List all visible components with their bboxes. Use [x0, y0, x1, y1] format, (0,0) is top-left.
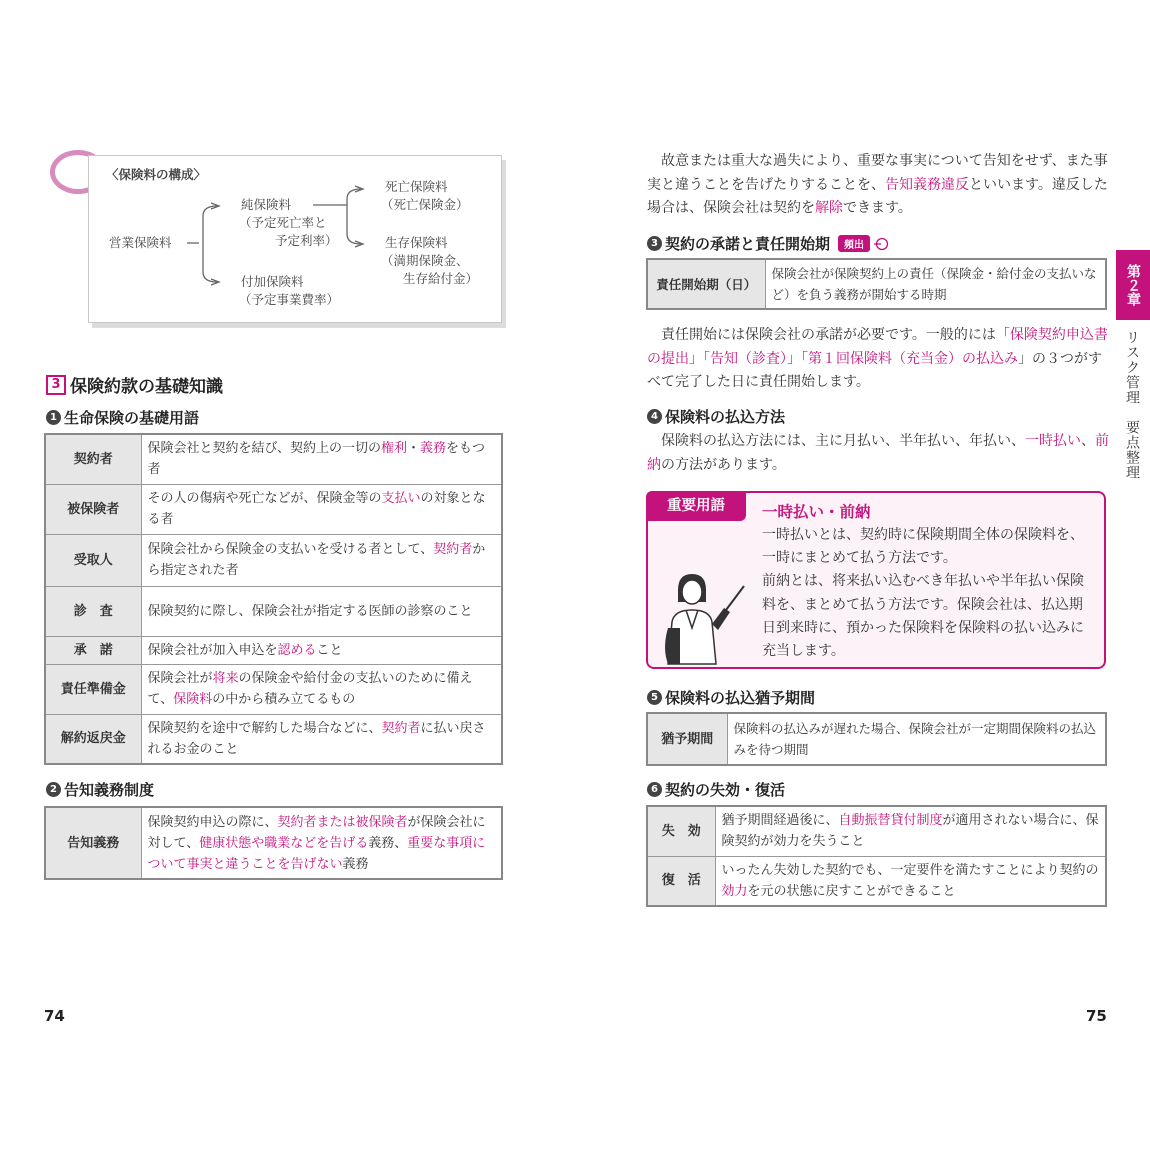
description-cell: 保険料の払込みが遅れた場合、保険会社が一定期間保険料の払込みを待つ期間 [727, 713, 1106, 765]
fuka-sub: （予定事業費率） [239, 292, 340, 307]
text-segment: が保険会社に対して、 [147, 814, 486, 851]
highlight-text: 義務 [420, 441, 447, 457]
circle-number: 1 [46, 410, 61, 425]
sub-heading-2 [46, 779, 154, 800]
text-segment: 保険会社と契約を結び、契約上の一切の [147, 441, 381, 457]
description-cell [141, 586, 502, 636]
text-segment: 」「 [787, 350, 808, 367]
text-segment: といいます。違反した場合は、保険会社は契約を [647, 176, 1108, 216]
important-term-body: 一時払いとは、契約時に保険期間全体の保険料を、一時にまとめて払う方法です。 前納とは、将来払い込むべき年払いや半年払い保険料を、まとめて払う方法です。保険会社は、払込期日到来時に、預かった保険料を保険料の払い込みに充当します。 [762, 527, 1084, 660]
highlight-text: 認める [277, 642, 317, 658]
text-segment: の対象となる者 [147, 491, 486, 527]
text-segment: 故意または重大な過失により、重要な事実について告知をせず、また事実と違うことを告げたりすることを、 [647, 153, 1108, 193]
frequent-badge: 頻出 [838, 235, 870, 252]
text-segment: をもつ者 [147, 441, 486, 478]
section-heading [46, 372, 223, 397]
text-segment: 」「 [689, 350, 710, 367]
fuka-label: 付加保険料 [241, 274, 304, 289]
text-segment: 」の３つがすべて完了した日に責任開始します。 [647, 350, 1102, 390]
highlight-text: 契約者 [433, 542, 473, 557]
text-segment: 保険契約申込の際に、 [147, 814, 278, 830]
text-segment: 保険契約を途中で解約した場合などに、 [147, 720, 382, 736]
highlight-text: 重要な事項について事実と違うことを告げない [147, 835, 486, 872]
sub-heading-5 [647, 687, 815, 708]
text-segment: の中から積み立てるもの [212, 692, 356, 707]
shibo-sub: （死亡保険金） [381, 197, 469, 212]
jun-sub1: （予定死亡率と [239, 215, 327, 230]
highlight-text: 解除 [815, 200, 843, 216]
intro-paragraph [647, 150, 1109, 221]
text-segment: 保険契約に際し、保険会社が指定する医師の診察のこと [147, 603, 473, 619]
terms-table [44, 433, 503, 765]
description-cell [715, 806, 1106, 856]
circle-number: 6 [647, 782, 662, 797]
description-cell [715, 856, 1106, 906]
sub-heading-title: 保険料の払込方法 [665, 408, 786, 426]
text-segment: から指定された者 [147, 542, 486, 578]
term-cell: 失 効 [647, 806, 715, 856]
table-row [45, 714, 502, 764]
text-segment: の方法があります。 [661, 456, 786, 473]
table-row [45, 434, 502, 484]
teacher-illustration-icon [660, 568, 750, 666]
text-segment: 保険会社から保険金の支払いを受ける者として、 [147, 542, 434, 557]
text-segment: の保険金や給付金の支払いのために備えて、 [147, 671, 473, 707]
text-segment: 保険料の払込方法には、主に月払い、半年払い、年払い、 [647, 433, 1025, 449]
term-cell: 診 査 [45, 586, 141, 636]
side-label: リスク管理 要点整理 [1124, 330, 1140, 480]
term-cell: 猶予期間 [647, 713, 727, 765]
highlight-text: 告知（診査） [710, 350, 787, 367]
text-segment: 義務、 [368, 835, 408, 851]
table-row [647, 806, 1106, 856]
highlight-text: 将来 [212, 671, 239, 686]
page-number-right: 75 [1086, 1007, 1107, 1025]
circle-number: 3 [647, 236, 662, 251]
sekinin-paragraph [647, 324, 1109, 395]
highlight-text: 権利 [380, 441, 407, 457]
yuyo-table [646, 712, 1107, 766]
kokuchi-table [44, 806, 503, 880]
harai-paragraph [647, 430, 1109, 477]
seizon-sub1: （満期保険金、 [381, 253, 469, 268]
chapter-tab[interactable]: 第２章 [1116, 250, 1150, 320]
text-segment: 猶予期間経過後に、 [721, 813, 839, 829]
text-segment: こと [316, 642, 343, 658]
shikko-table [646, 805, 1107, 907]
sub-heading-title: 生命保険の基礎用語 [64, 409, 200, 427]
description-cell: 保険会社が保険契約上の責任（保険金・給付金の支払いなど）を負う義務が開始する時期 [765, 259, 1106, 309]
card-title: 〈保険料の構成〉 [106, 167, 207, 182]
circle-number: 2 [46, 782, 61, 797]
term-cell: 受取人 [45, 534, 141, 586]
description-cell [141, 664, 502, 714]
description-cell [141, 807, 502, 879]
seizon-sub2: 生存給付金） [403, 271, 479, 286]
text-segment: その人の傷病や死亡などが、保険金等の [147, 491, 382, 506]
highlight-text: 自動振替貸付制度 [838, 813, 943, 829]
table-row [45, 534, 502, 586]
highlight-text: 一時払い [1025, 433, 1081, 449]
text-segment: 保険会社が加入申込を [147, 642, 278, 658]
shibo-label: 死亡保険料 [385, 179, 448, 194]
sub-heading-title: 保険料の払込猶予期間 [665, 689, 816, 707]
text-segment: が適用されない場合に、保険契約が効力を失うこと [721, 813, 1099, 850]
sub-heading-3 [647, 233, 890, 254]
seizon-label: 生存保険料 [385, 235, 448, 250]
term-cell: 責任開始期（日） [647, 259, 765, 309]
section-title: 保険約款の基礎知識 [70, 377, 223, 397]
table-row [45, 807, 502, 879]
table-row [45, 636, 502, 664]
highlight-text: 支払い [381, 491, 421, 506]
table-row [647, 259, 1106, 309]
highlight-text: 保険契約申込書の提出 [647, 327, 1108, 367]
table-row [45, 484, 502, 534]
text-segment: いったん失効した契約でも、一定要件を満たすことにより契約の [721, 862, 1099, 878]
eigyo-label: 営業保険料 [109, 235, 172, 250]
table-row [45, 586, 502, 636]
important-term-title [762, 500, 871, 522]
important-term-title-text: 一時払い・前納 [762, 503, 871, 521]
text-segment: ・ [407, 441, 421, 457]
term-cell: 解約返戻金 [45, 714, 141, 764]
jun-label: 純保険料 [241, 197, 292, 212]
term-cell: 契約者 [45, 434, 141, 484]
text-segment: 、 [1081, 433, 1095, 449]
text-segment: 責任開始には保険会社の承諾が必要です。一般的には「 [647, 327, 1010, 343]
page-number-left: 74 [44, 1007, 65, 1025]
text-segment: できます。 [843, 200, 912, 216]
term-cell: 復 活 [647, 856, 715, 906]
sekinin-table [646, 258, 1107, 310]
highlight-text: 第１回保険料（充当金）の払込み [808, 350, 1018, 367]
term-cell: 承 諾 [45, 636, 141, 664]
sub-heading-title: 契約の失効・復活 [665, 781, 786, 799]
description-cell [141, 636, 502, 664]
important-term-tag: 重要用語 [646, 491, 746, 521]
sub-heading-title: 告知義務制度 [64, 781, 155, 799]
highlight-text: 効力 [721, 883, 748, 899]
text-segment: 保険会社が [147, 671, 213, 686]
description-cell [141, 534, 502, 586]
highlight-text: 告知義務違反 [885, 176, 969, 193]
highlight-text: 前納 [647, 433, 1109, 473]
sub-heading-4 [647, 406, 785, 427]
text-segment: を元の状態に戻すことができること [747, 883, 956, 899]
highlight-text: 保険料 [173, 692, 213, 707]
sub-heading-title: 契約の承諾と責任開始期 [665, 235, 831, 253]
premium-structure-card [88, 155, 502, 323]
section-number: 3 [46, 375, 66, 395]
text-segment: 義務 [342, 856, 369, 872]
description-cell [141, 714, 502, 764]
term-cell: 被保険者 [45, 484, 141, 534]
circle-number: 5 [647, 690, 662, 705]
arrow-icon [872, 237, 890, 251]
table-row [647, 856, 1106, 906]
term-cell: 告知義務 [45, 807, 141, 879]
highlight-text: 健康状態や職業などを告げる [199, 835, 369, 851]
highlight-text: 契約者または被保険者 [277, 814, 408, 830]
jun-sub2: 予定利率） [275, 233, 338, 248]
table-row [647, 713, 1106, 765]
table-row [45, 664, 502, 714]
sub-heading-6 [647, 779, 785, 800]
description-cell [141, 484, 502, 534]
term-cell: 責任準備金 [45, 664, 141, 714]
text-segment: に払い戻されるお金のこと [147, 720, 486, 757]
highlight-text: 契約者 [381, 720, 421, 736]
circle-number: 4 [647, 409, 662, 424]
description-cell [141, 434, 502, 484]
sub-heading-1 [46, 407, 199, 428]
